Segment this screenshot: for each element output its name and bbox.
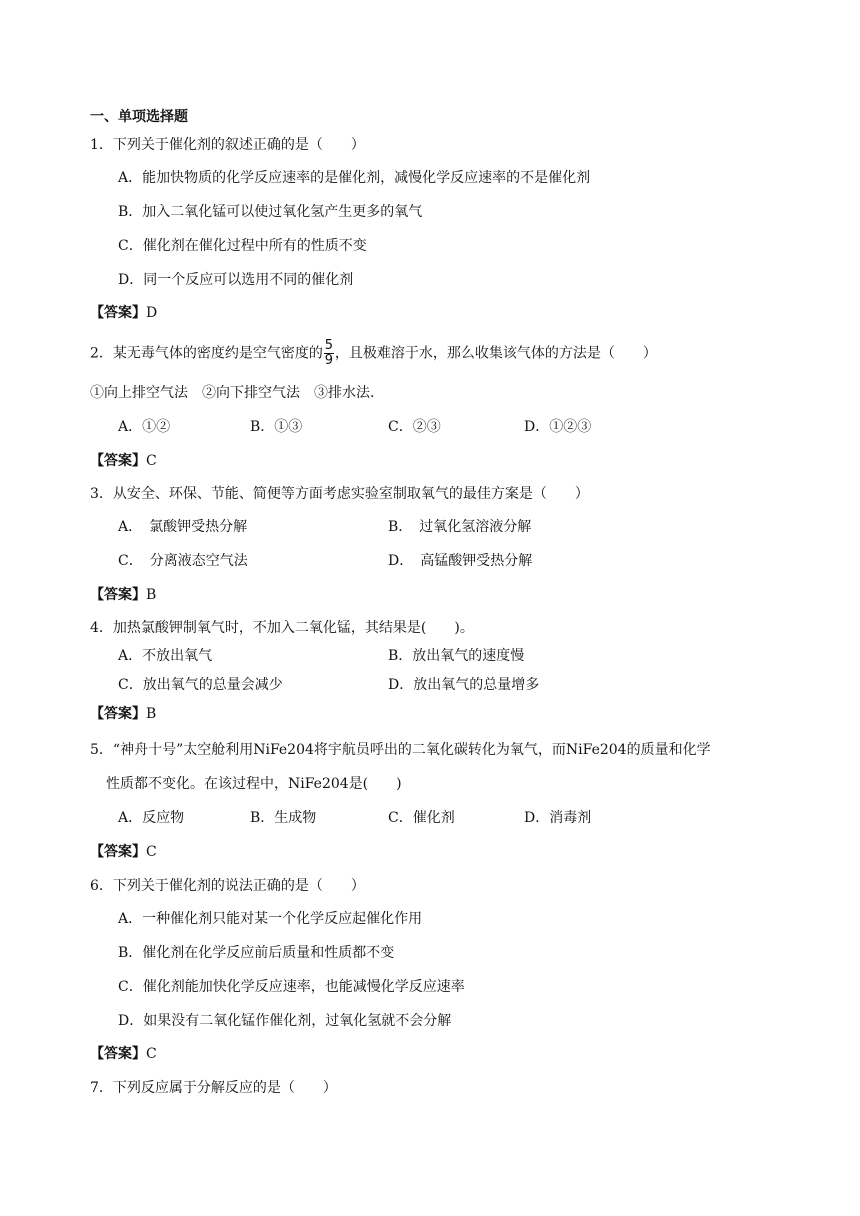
q6-option-a: A．一种催化剂只能对某一个化学反应起催化作用 bbox=[118, 911, 423, 927]
q4-option-b: B．放出氧气的速度慢 bbox=[388, 648, 525, 664]
q6-answer bbox=[90, 1045, 157, 1063]
q2-option-a: A．①② bbox=[118, 419, 171, 435]
q3-answer-value: B bbox=[146, 587, 157, 603]
q6-stem: 6．下列关于催化剂的说法正确的是（ ） bbox=[90, 878, 365, 894]
q6-option-c: C．催化剂能加快化学反应速率，也能减慢化学反应速率 bbox=[118, 979, 465, 995]
q3-option-b: B． 过氧化氢溶液分解 bbox=[388, 519, 532, 535]
q5-option-b: B．生成物 bbox=[250, 810, 317, 826]
q2-option-c: C．②③ bbox=[388, 419, 441, 435]
q2-option-b: B．①③ bbox=[250, 419, 303, 435]
q3-option-d: D． 高锰酸钾受热分解 bbox=[388, 553, 533, 569]
q2-stem-post: ，且极难溶于水，那么收集该气体的方法是（ ） bbox=[334, 345, 657, 362]
q1-option-d: D．同一个反应可以选用不同的催化剂 bbox=[118, 272, 354, 288]
q5-option-c: C．催化剂 bbox=[388, 810, 455, 826]
q3-answer bbox=[90, 586, 156, 604]
q2-answer-value: C bbox=[146, 453, 157, 469]
q2-methods: ①向上排空气法 ②向下排空气法 ③排水法． bbox=[90, 385, 384, 401]
q5-stem-line1: 5．“神舟十号”太空舱利用NiFe204将宇航员呼出的二氧化碳转化为氧气，而NiFe204的质量和化学 bbox=[90, 742, 711, 758]
section-title: 一、单项选择题 bbox=[90, 109, 188, 125]
q2-fraction bbox=[324, 340, 334, 367]
q6-option-d: D．如果没有二氧化锰作催化剂，过氧化氢就不会分解 bbox=[118, 1013, 452, 1029]
q5-stem-line2: 性质都不变化。在该过程中，NiFe204是( ) bbox=[106, 776, 402, 792]
q3-option-c: C． 分离液态空气法 bbox=[118, 553, 248, 569]
q7-stem: 7．下列反应属于分解反应的是（ ） bbox=[90, 1080, 337, 1096]
q2-answer bbox=[90, 452, 157, 470]
q1-answer-label: 【答案】 bbox=[90, 305, 146, 321]
q6-answer-label: 【答案】 bbox=[90, 1046, 146, 1062]
q2-stem bbox=[90, 340, 657, 367]
q1-option-c: C．催化剂在催化过程中所有的性质不变 bbox=[118, 238, 367, 254]
q2-answer-label: 【答案】 bbox=[90, 453, 146, 469]
q1-answer bbox=[90, 304, 157, 322]
q4-answer bbox=[90, 705, 156, 723]
q4-stem: 4．加热氯酸钾制氧气时，不加入二氧化锰，其结果是( )。 bbox=[90, 620, 474, 636]
q4-option-d: D．放出氧气的总量增多 bbox=[388, 677, 540, 693]
q5-answer-label: 【答案】 bbox=[90, 844, 146, 860]
q1-answer-value: D bbox=[146, 305, 158, 321]
q1-option-b: B．加入二氧化锰可以使过氧化氢产生更多的氧气 bbox=[118, 204, 423, 220]
q6-answer-value: C bbox=[146, 1046, 157, 1062]
q3-stem: 3．从安全、环保、节能、简便等方面考虑实验室制取氧气的最佳方案是（ ） bbox=[90, 486, 589, 502]
q5-answer-value: C bbox=[146, 844, 157, 860]
q4-answer-label: 【答案】 bbox=[90, 706, 146, 722]
q2-fraction-numerator: 5 bbox=[324, 338, 334, 353]
q6-option-b: B．催化剂在化学反应前后质量和性质都不变 bbox=[118, 945, 395, 961]
q5-option-a: A．反应物 bbox=[118, 810, 185, 826]
q4-option-c: C．放出氧气的总量会减少 bbox=[118, 677, 283, 693]
q3-answer-label: 【答案】 bbox=[90, 587, 146, 603]
q1-option-a: A．能加快物质的化学反应速率的是催化剂，减慢化学反应速率的不是催化剂 bbox=[118, 170, 591, 186]
q5-option-d: D．消毒剂 bbox=[524, 810, 592, 826]
q5-answer bbox=[90, 843, 157, 861]
q4-option-a: A．不放出氧气 bbox=[118, 648, 213, 664]
q2-fraction-denominator: 9 bbox=[324, 353, 334, 368]
q2-option-d: D．①②③ bbox=[524, 419, 592, 435]
q3-option-a: A． 氯酸钾受热分解 bbox=[118, 519, 248, 535]
q1-stem: 1．下列关于催化剂的叙述正确的是（ ） bbox=[90, 137, 365, 153]
q4-answer-value: B bbox=[146, 706, 157, 722]
q2-stem-pre: 2．某无毒气体的密度约是空气密度的 bbox=[90, 345, 323, 362]
